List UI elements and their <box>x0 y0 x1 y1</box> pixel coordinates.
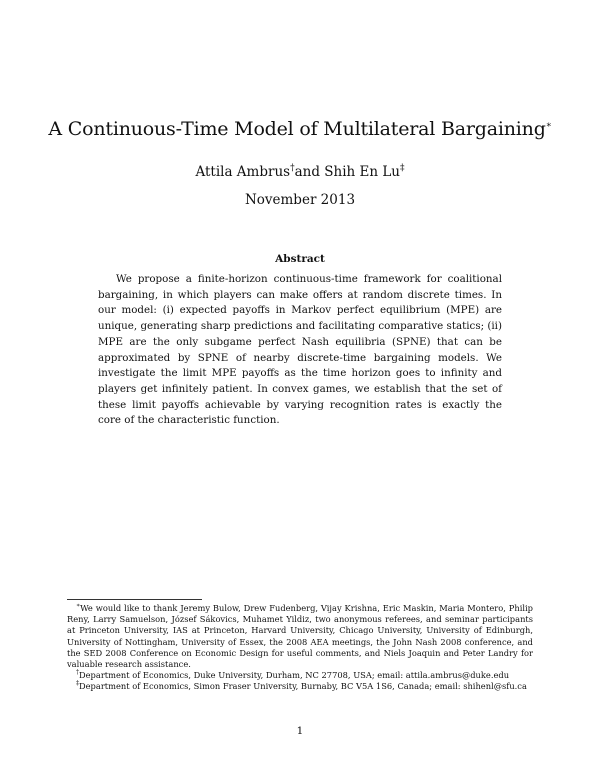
footnote-text: Department of Economics, Simon Fraser University, Burnaby, BC V5A 1S6, Canada; email: shihenl@sfu.ca <box>79 681 527 692</box>
author-1-footnote-mark: † <box>290 163 295 174</box>
abstract-heading: Abstract <box>275 253 325 265</box>
author-line <box>0 163 600 181</box>
footnotes <box>67 603 533 693</box>
footnote-acknowledgments <box>67 603 533 670</box>
footnote-mark: † <box>76 669 79 677</box>
paper-title <box>0 117 600 141</box>
footnote-mark: ‡ <box>76 680 79 688</box>
title-text: A Continuous-Time Model of Multilateral Bargaining <box>48 118 546 140</box>
author-name-1: Attila Ambrus <box>195 164 291 180</box>
footnote-author-1-affiliation <box>67 670 533 681</box>
footnote-text: Department of Economics, Duke University, Durham, NC 27708, USA; email: attila.ambrus@duke.edu <box>79 670 510 681</box>
abstract-body: We propose a finite-horizon continuous-time framework for coalitional bargaining, in which players can make offers at random discrete times. In our model: (i) expected payoffs in Markov perfect equilibrium (MPE) are unique, generating sharp predictions and facilitating comparative statics; (ii) MPE are the only subgame perfect Nash equilibria (SPNE) that can be approximated by SPNE of nearby discrete-time bargaining models. We investigate the limit MPE payoffs as the time horizon goes to infinity and players get infinitely patient. In convex games, we establish that the set of these limit payoffs achievable by varying recognition rates is exactly the core of the characteristic function. <box>98 273 502 427</box>
page-number: 1 <box>296 725 304 737</box>
footnote-divider <box>67 599 202 600</box>
footnote-mark: ∗ <box>76 602 81 610</box>
publication-date: November 2013 <box>244 192 356 208</box>
footnote-text: We would like to thank Jeremy Bulow, Drew Fudenberg, Vijay Krishna, Eric Maskin, Maria Montero, Philip Reny, Larry Samuelson, József Sákovics, Muhamet Yildiz, two anonymous referees, and seminar participants at Princeton University, IAS at Princeton, Harvard University, Chicago University, University of Edinburgh, University of Nottingham, University of Essex, the 2008 AEA meetings, the John Nash 2008 conference, and the SED 2008 Conference on Economic Design for useful comments, and Niels Joaquin and Peter Landry for valuable research assistance. <box>67 603 533 670</box>
footnote-author-2-affiliation <box>67 681 533 692</box>
title-footnote-mark: ∗ <box>545 120 552 131</box>
author-2-footnote-mark: ‡ <box>400 163 405 174</box>
author-connector-and-name-2: and Shih En Lu <box>294 164 401 180</box>
